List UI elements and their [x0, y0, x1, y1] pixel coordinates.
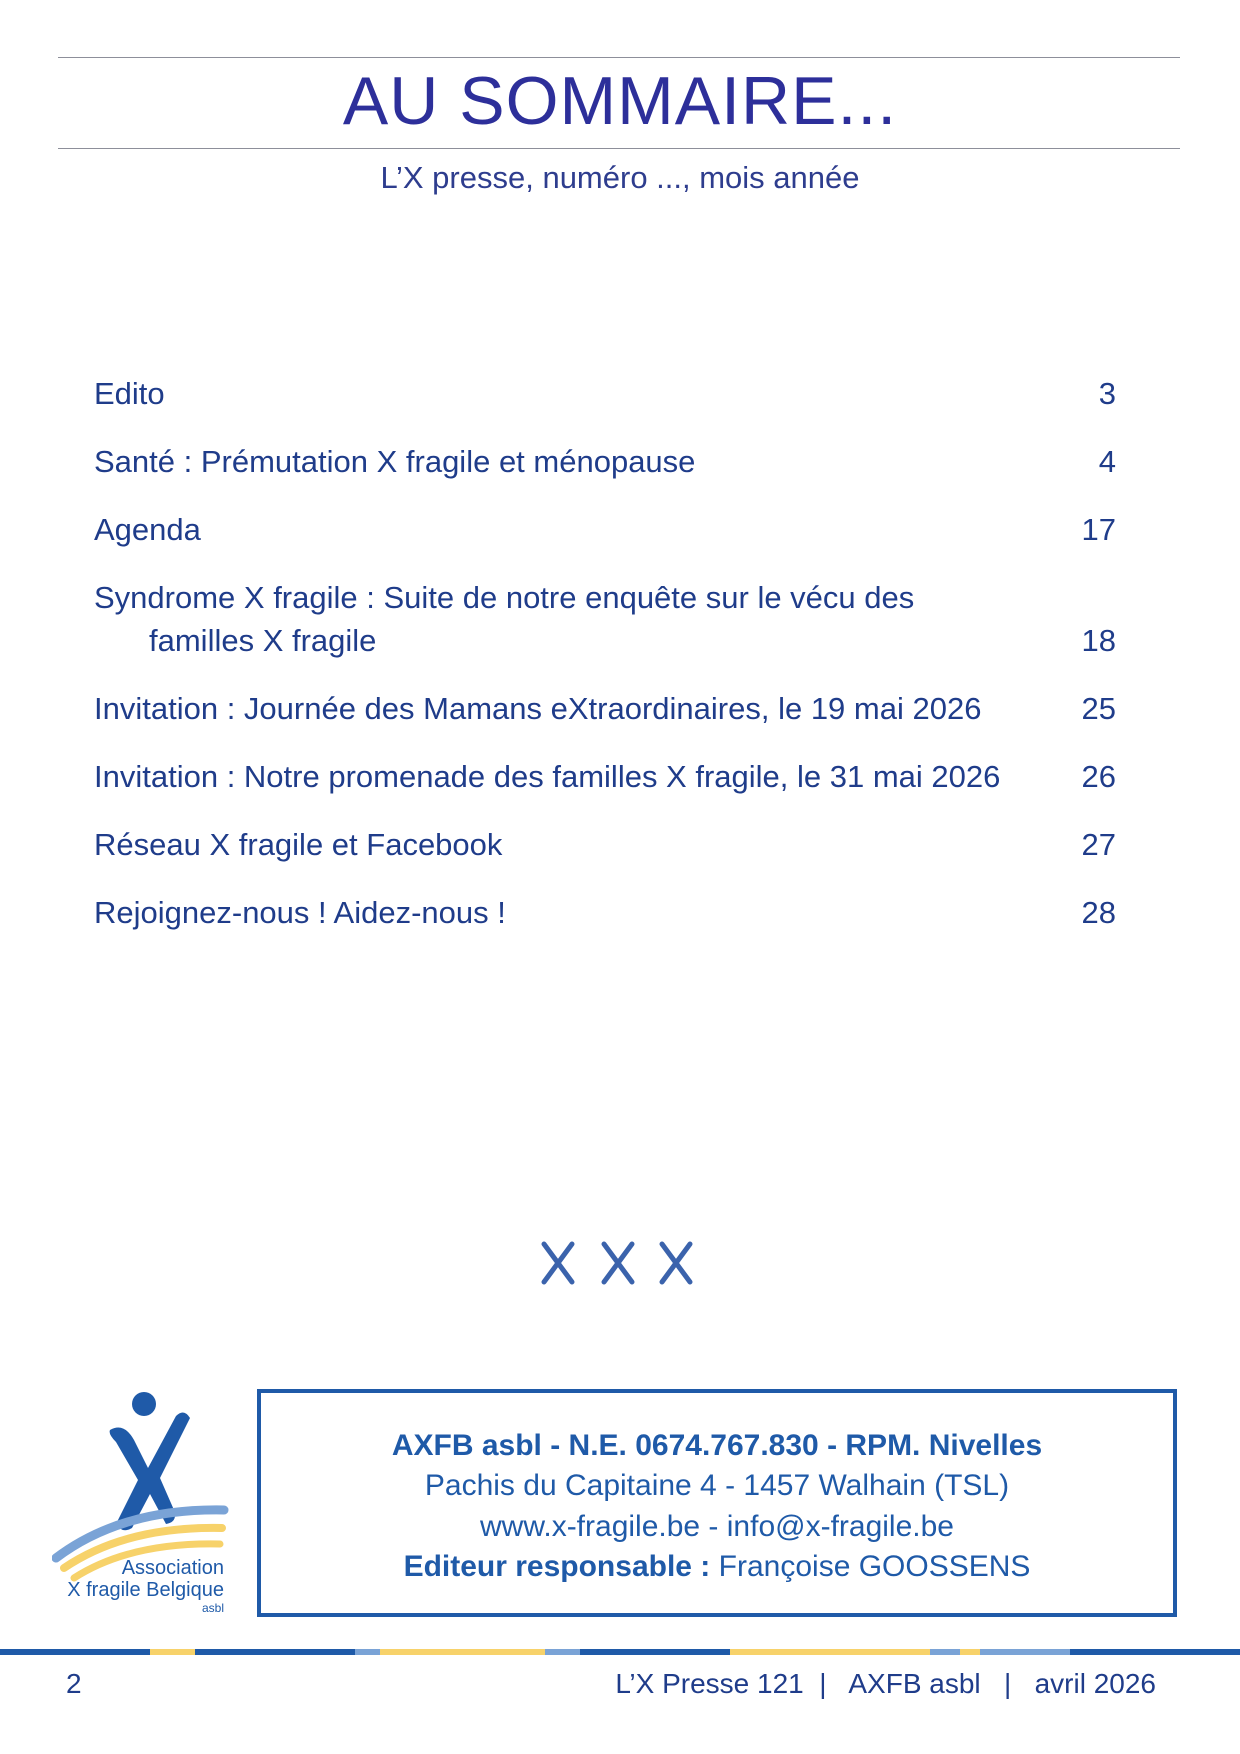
footer-issue-info: L’X Presse 121 | AXFB asbl | avril 2026: [615, 1668, 1156, 1699]
toc-entry-title: Réseau X fragile et Facebook: [94, 827, 503, 862]
info-address-line: Pachis du Capitaine 4 - 1457 Walhain (TSL): [424, 1469, 1010, 1502]
logo-text-line3: asbl: [201, 1601, 224, 1615]
info-contact-line[interactable]: www.x-fragile.be - info@x-fragile.be: [480, 1510, 954, 1543]
info-editor-line: [261, 1550, 1173, 1584]
toc-entry-page: 25: [1081, 691, 1116, 726]
toc-entry-title: Santé : Prémutation X fragile et ménopause: [94, 444, 696, 479]
publisher-info-box: [257, 1389, 1177, 1617]
toc-entry-title-continued: familles X fragile: [149, 623, 377, 658]
logo-text-line2: X fragile Belgique: [67, 1579, 224, 1601]
info-association-line: AXFB asbl - N.E. 0674.767.830 - RPM. Nivelles: [391, 1429, 1043, 1462]
top-rule: [58, 57, 1180, 58]
toc-entry-title: Edito: [94, 376, 165, 411]
toc-entry-title: Syndrome X fragile : Suite de notre enquête sur le vécu des: [94, 580, 915, 615]
page-subtitle: L’X presse, numéro ..., mois année: [380, 160, 860, 195]
association-logo: [52, 1382, 238, 1622]
page-title: AU SOMMAIRE...: [342, 63, 898, 139]
x-separator: [536, 1238, 706, 1288]
toc-entry-title: Invitation : Journée des Mamans eXtraordinaires, le 19 mai 2026: [94, 691, 982, 726]
toc-entry-page: 3: [1098, 376, 1116, 411]
toc-entry-page: 18: [1081, 623, 1116, 658]
x-icon: [604, 1244, 632, 1282]
toc-entry-title: Rejoignez-nous ! Aidez-nous !: [94, 895, 506, 930]
toc-entry-page: 26: [1081, 759, 1116, 794]
page-number: 2: [66, 1668, 82, 1699]
toc-entry-title: Invitation : Notre promenade des familles X fragile, le 31 mai 2026: [94, 759, 1001, 794]
toc-entry-title: Agenda: [94, 512, 201, 547]
editor-name: Françoise GOOSSENS: [718, 1550, 1031, 1583]
toc-entry-page: 4: [1098, 444, 1116, 479]
editor-label: Editeur responsable :: [403, 1550, 711, 1583]
title-rule: [58, 148, 1180, 149]
footer-stripe: [0, 1649, 1240, 1655]
x-icon: [662, 1244, 690, 1282]
logo-text-line1: Association: [121, 1557, 224, 1579]
toc-entry-page: 27: [1081, 827, 1116, 862]
toc-entry-page: 17: [1081, 512, 1116, 547]
toc-entry-page: 28: [1081, 895, 1116, 930]
x-icon: [544, 1244, 572, 1282]
